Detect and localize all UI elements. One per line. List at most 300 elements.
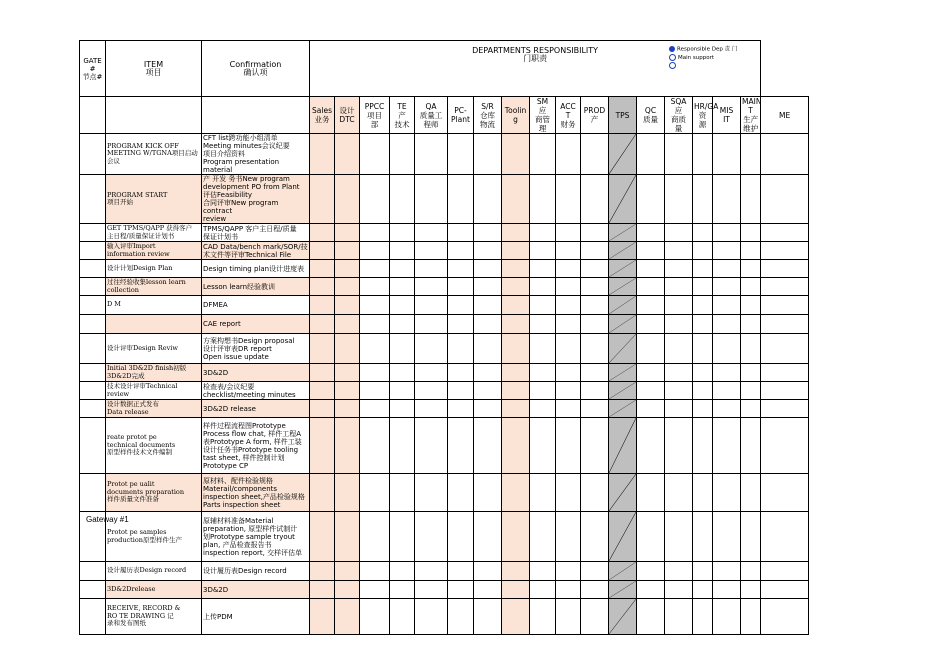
responsibility-cell[interactable] <box>360 581 390 599</box>
responsibility-cell[interactable] <box>609 278 637 296</box>
responsibility-cell[interactable] <box>474 334 502 364</box>
responsibility-cell[interactable] <box>415 474 448 512</box>
responsibility-cell[interactable] <box>609 175 637 224</box>
responsibility-cell[interactable] <box>502 599 530 635</box>
responsibility-cell[interactable] <box>415 512 448 562</box>
responsibility-cell[interactable] <box>713 278 741 296</box>
responsibility-cell[interactable] <box>335 296 360 315</box>
responsibility-cell[interactable] <box>665 474 693 512</box>
responsibility-cell[interactable] <box>556 134 581 175</box>
responsibility-cell[interactable] <box>502 382 530 400</box>
responsibility-cell[interactable] <box>761 134 809 175</box>
responsibility-cell[interactable] <box>741 382 761 400</box>
responsibility-cell[interactable] <box>693 334 713 364</box>
responsibility-cell[interactable] <box>665 382 693 400</box>
responsibility-cell[interactable] <box>637 400 665 418</box>
responsibility-cell[interactable] <box>693 296 713 315</box>
responsibility-cell[interactable] <box>556 562 581 581</box>
responsibility-cell[interactable] <box>415 315 448 334</box>
responsibility-cell[interactable] <box>637 512 665 562</box>
responsibility-cell[interactable] <box>665 296 693 315</box>
responsibility-cell[interactable] <box>581 278 609 296</box>
responsibility-cell[interactable] <box>637 224 665 242</box>
responsibility-cell[interactable] <box>761 315 809 334</box>
responsibility-cell[interactable] <box>665 242 693 260</box>
responsibility-cell[interactable] <box>502 260 530 278</box>
responsibility-cell[interactable] <box>335 512 360 562</box>
responsibility-cell[interactable] <box>556 599 581 635</box>
responsibility-cell[interactable] <box>665 334 693 364</box>
responsibility-cell[interactable] <box>360 562 390 581</box>
responsibility-cell[interactable] <box>474 296 502 315</box>
responsibility-cell[interactable] <box>502 278 530 296</box>
responsibility-cell[interactable] <box>360 382 390 400</box>
responsibility-cell[interactable] <box>415 334 448 364</box>
responsibility-cell[interactable] <box>713 474 741 512</box>
responsibility-cell[interactable] <box>502 581 530 599</box>
responsibility-cell[interactable] <box>474 512 502 562</box>
responsibility-cell[interactable] <box>530 474 556 512</box>
responsibility-cell[interactable] <box>474 260 502 278</box>
responsibility-cell[interactable] <box>360 512 390 562</box>
responsibility-cell[interactable] <box>609 512 637 562</box>
responsibility-cell[interactable] <box>581 474 609 512</box>
responsibility-cell[interactable] <box>741 418 761 474</box>
responsibility-cell[interactable] <box>335 581 360 599</box>
responsibility-cell[interactable] <box>581 260 609 278</box>
responsibility-cell[interactable] <box>390 242 415 260</box>
responsibility-cell[interactable] <box>609 134 637 175</box>
responsibility-cell[interactable] <box>556 315 581 334</box>
responsibility-cell[interactable] <box>360 242 390 260</box>
responsibility-cell[interactable] <box>713 175 741 224</box>
responsibility-cell[interactable] <box>741 334 761 364</box>
responsibility-cell[interactable] <box>581 512 609 562</box>
responsibility-cell[interactable] <box>474 562 502 581</box>
responsibility-cell[interactable] <box>761 334 809 364</box>
responsibility-cell[interactable] <box>637 260 665 278</box>
responsibility-cell[interactable] <box>761 278 809 296</box>
responsibility-cell[interactable] <box>741 400 761 418</box>
responsibility-cell[interactable] <box>713 334 741 364</box>
responsibility-cell[interactable] <box>581 134 609 175</box>
responsibility-cell[interactable] <box>448 315 474 334</box>
responsibility-cell[interactable] <box>713 224 741 242</box>
responsibility-cell[interactable] <box>556 364 581 382</box>
responsibility-cell[interactable] <box>335 242 360 260</box>
responsibility-cell[interactable] <box>741 260 761 278</box>
responsibility-cell[interactable] <box>474 474 502 512</box>
responsibility-cell[interactable] <box>693 224 713 242</box>
responsibility-cell[interactable] <box>741 278 761 296</box>
responsibility-cell[interactable] <box>530 315 556 334</box>
responsibility-cell[interactable] <box>761 296 809 315</box>
responsibility-cell[interactable] <box>713 315 741 334</box>
responsibility-cell[interactable] <box>556 334 581 364</box>
responsibility-cell[interactable] <box>556 296 581 315</box>
responsibility-cell[interactable] <box>448 512 474 562</box>
responsibility-cell[interactable] <box>741 175 761 224</box>
responsibility-cell[interactable] <box>390 296 415 315</box>
responsibility-cell[interactable] <box>530 400 556 418</box>
responsibility-cell[interactable] <box>390 400 415 418</box>
responsibility-cell[interactable] <box>310 315 335 334</box>
responsibility-cell[interactable] <box>474 175 502 224</box>
responsibility-cell[interactable] <box>448 296 474 315</box>
responsibility-cell[interactable] <box>609 474 637 512</box>
responsibility-cell[interactable] <box>502 175 530 224</box>
responsibility-cell[interactable] <box>335 334 360 364</box>
responsibility-cell[interactable] <box>310 512 335 562</box>
responsibility-cell[interactable] <box>713 382 741 400</box>
responsibility-cell[interactable] <box>502 364 530 382</box>
responsibility-cell[interactable] <box>502 400 530 418</box>
responsibility-cell[interactable] <box>335 224 360 242</box>
responsibility-cell[interactable] <box>530 581 556 599</box>
responsibility-cell[interactable] <box>502 134 530 175</box>
responsibility-cell[interactable] <box>713 364 741 382</box>
responsibility-cell[interactable] <box>665 315 693 334</box>
responsibility-cell[interactable] <box>713 418 741 474</box>
responsibility-cell[interactable] <box>637 278 665 296</box>
responsibility-cell[interactable] <box>581 242 609 260</box>
responsibility-cell[interactable] <box>693 474 713 512</box>
responsibility-cell[interactable] <box>609 418 637 474</box>
responsibility-cell[interactable] <box>741 474 761 512</box>
responsibility-cell[interactable] <box>609 581 637 599</box>
responsibility-cell[interactable] <box>415 134 448 175</box>
responsibility-cell[interactable] <box>693 175 713 224</box>
responsibility-cell[interactable] <box>637 334 665 364</box>
responsibility-cell[interactable] <box>556 224 581 242</box>
responsibility-cell[interactable] <box>390 315 415 334</box>
responsibility-cell[interactable] <box>693 278 713 296</box>
responsibility-cell[interactable] <box>448 175 474 224</box>
responsibility-cell[interactable] <box>693 581 713 599</box>
responsibility-cell[interactable] <box>310 418 335 474</box>
responsibility-cell[interactable] <box>713 400 741 418</box>
responsibility-cell[interactable] <box>761 418 809 474</box>
responsibility-cell[interactable] <box>530 260 556 278</box>
responsibility-cell[interactable] <box>310 474 335 512</box>
responsibility-cell[interactable] <box>713 260 741 278</box>
responsibility-cell[interactable] <box>741 562 761 581</box>
responsibility-cell[interactable] <box>637 315 665 334</box>
responsibility-cell[interactable] <box>310 242 335 260</box>
responsibility-cell[interactable] <box>665 581 693 599</box>
responsibility-cell[interactable] <box>761 400 809 418</box>
responsibility-cell[interactable] <box>741 364 761 382</box>
responsibility-cell[interactable] <box>665 418 693 474</box>
responsibility-cell[interactable] <box>310 599 335 635</box>
responsibility-cell[interactable] <box>609 334 637 364</box>
responsibility-cell[interactable] <box>390 512 415 562</box>
responsibility-cell[interactable] <box>556 175 581 224</box>
responsibility-cell[interactable] <box>530 418 556 474</box>
responsibility-cell[interactable] <box>609 599 637 635</box>
responsibility-cell[interactable] <box>665 134 693 175</box>
responsibility-cell[interactable] <box>530 562 556 581</box>
responsibility-cell[interactable] <box>390 334 415 364</box>
responsibility-cell[interactable] <box>360 315 390 334</box>
responsibility-cell[interactable] <box>693 364 713 382</box>
responsibility-cell[interactable] <box>502 242 530 260</box>
responsibility-cell[interactable] <box>609 382 637 400</box>
responsibility-cell[interactable] <box>415 562 448 581</box>
responsibility-cell[interactable] <box>556 474 581 512</box>
responsibility-cell[interactable] <box>637 562 665 581</box>
responsibility-cell[interactable] <box>448 418 474 474</box>
responsibility-cell[interactable] <box>741 242 761 260</box>
responsibility-cell[interactable] <box>448 599 474 635</box>
responsibility-cell[interactable] <box>581 382 609 400</box>
responsibility-cell[interactable] <box>761 382 809 400</box>
responsibility-cell[interactable] <box>693 418 713 474</box>
responsibility-cell[interactable] <box>665 224 693 242</box>
responsibility-cell[interactable] <box>741 134 761 175</box>
responsibility-cell[interactable] <box>360 334 390 364</box>
responsibility-cell[interactable] <box>448 364 474 382</box>
responsibility-cell[interactable] <box>360 296 390 315</box>
responsibility-cell[interactable] <box>335 599 360 635</box>
responsibility-cell[interactable] <box>693 512 713 562</box>
responsibility-cell[interactable] <box>474 134 502 175</box>
responsibility-cell[interactable] <box>390 364 415 382</box>
responsibility-cell[interactable] <box>474 315 502 334</box>
responsibility-cell[interactable] <box>556 278 581 296</box>
responsibility-cell[interactable] <box>665 562 693 581</box>
responsibility-cell[interactable] <box>335 474 360 512</box>
responsibility-cell[interactable] <box>637 175 665 224</box>
responsibility-cell[interactable] <box>310 364 335 382</box>
responsibility-cell[interactable] <box>741 599 761 635</box>
responsibility-cell[interactable] <box>474 278 502 296</box>
responsibility-cell[interactable] <box>556 400 581 418</box>
responsibility-cell[interactable] <box>360 278 390 296</box>
responsibility-cell[interactable] <box>360 599 390 635</box>
responsibility-cell[interactable] <box>581 175 609 224</box>
responsibility-cell[interactable] <box>713 599 741 635</box>
responsibility-cell[interactable] <box>448 278 474 296</box>
responsibility-cell[interactable] <box>415 242 448 260</box>
responsibility-cell[interactable] <box>665 364 693 382</box>
responsibility-cell[interactable] <box>581 599 609 635</box>
responsibility-cell[interactable] <box>637 134 665 175</box>
responsibility-cell[interactable] <box>360 418 390 474</box>
responsibility-cell[interactable] <box>530 278 556 296</box>
responsibility-cell[interactable] <box>609 400 637 418</box>
responsibility-cell[interactable] <box>474 599 502 635</box>
responsibility-cell[interactable] <box>335 400 360 418</box>
responsibility-cell[interactable] <box>335 260 360 278</box>
responsibility-cell[interactable] <box>310 134 335 175</box>
responsibility-cell[interactable] <box>761 224 809 242</box>
responsibility-cell[interactable] <box>448 224 474 242</box>
responsibility-cell[interactable] <box>693 599 713 635</box>
responsibility-cell[interactable] <box>310 334 335 364</box>
responsibility-cell[interactable] <box>609 260 637 278</box>
responsibility-cell[interactable] <box>741 296 761 315</box>
responsibility-cell[interactable] <box>448 400 474 418</box>
responsibility-cell[interactable] <box>335 134 360 175</box>
responsibility-cell[interactable] <box>741 512 761 562</box>
responsibility-cell[interactable] <box>637 296 665 315</box>
responsibility-cell[interactable] <box>693 562 713 581</box>
responsibility-cell[interactable] <box>474 418 502 474</box>
responsibility-cell[interactable] <box>390 175 415 224</box>
responsibility-cell[interactable] <box>761 260 809 278</box>
responsibility-cell[interactable] <box>665 175 693 224</box>
responsibility-cell[interactable] <box>310 175 335 224</box>
responsibility-cell[interactable] <box>713 562 741 581</box>
responsibility-cell[interactable] <box>448 382 474 400</box>
responsibility-cell[interactable] <box>761 562 809 581</box>
responsibility-cell[interactable] <box>761 175 809 224</box>
responsibility-cell[interactable] <box>415 260 448 278</box>
responsibility-cell[interactable] <box>581 364 609 382</box>
responsibility-cell[interactable] <box>415 599 448 635</box>
responsibility-cell[interactable] <box>310 224 335 242</box>
responsibility-cell[interactable] <box>581 224 609 242</box>
responsibility-cell[interactable] <box>713 581 741 599</box>
responsibility-cell[interactable] <box>637 474 665 512</box>
responsibility-cell[interactable] <box>502 334 530 364</box>
responsibility-cell[interactable] <box>581 400 609 418</box>
responsibility-cell[interactable] <box>474 242 502 260</box>
responsibility-cell[interactable] <box>713 134 741 175</box>
responsibility-cell[interactable] <box>693 134 713 175</box>
responsibility-cell[interactable] <box>335 364 360 382</box>
responsibility-cell[interactable] <box>637 382 665 400</box>
responsibility-cell[interactable] <box>530 364 556 382</box>
responsibility-cell[interactable] <box>335 382 360 400</box>
responsibility-cell[interactable] <box>502 224 530 242</box>
responsibility-cell[interactable] <box>415 382 448 400</box>
responsibility-cell[interactable] <box>390 418 415 474</box>
responsibility-cell[interactable] <box>761 364 809 382</box>
responsibility-cell[interactable] <box>390 224 415 242</box>
responsibility-cell[interactable] <box>415 364 448 382</box>
responsibility-cell[interactable] <box>761 474 809 512</box>
responsibility-cell[interactable] <box>360 224 390 242</box>
responsibility-cell[interactable] <box>530 134 556 175</box>
responsibility-cell[interactable] <box>556 242 581 260</box>
responsibility-cell[interactable] <box>609 242 637 260</box>
responsibility-cell[interactable] <box>335 278 360 296</box>
responsibility-cell[interactable] <box>415 418 448 474</box>
responsibility-cell[interactable] <box>609 224 637 242</box>
responsibility-cell[interactable] <box>637 581 665 599</box>
responsibility-cell[interactable] <box>530 334 556 364</box>
responsibility-cell[interactable] <box>581 418 609 474</box>
responsibility-cell[interactable] <box>448 581 474 599</box>
responsibility-cell[interactable] <box>665 400 693 418</box>
responsibility-cell[interactable] <box>502 562 530 581</box>
responsibility-cell[interactable] <box>360 474 390 512</box>
responsibility-cell[interactable] <box>474 364 502 382</box>
responsibility-cell[interactable] <box>693 315 713 334</box>
responsibility-cell[interactable] <box>448 334 474 364</box>
responsibility-cell[interactable] <box>530 599 556 635</box>
responsibility-cell[interactable] <box>502 474 530 512</box>
responsibility-cell[interactable] <box>415 400 448 418</box>
responsibility-cell[interactable] <box>609 296 637 315</box>
responsibility-cell[interactable] <box>474 224 502 242</box>
responsibility-cell[interactable] <box>556 382 581 400</box>
responsibility-cell[interactable] <box>335 315 360 334</box>
responsibility-cell[interactable] <box>637 418 665 474</box>
responsibility-cell[interactable] <box>415 581 448 599</box>
responsibility-cell[interactable] <box>693 382 713 400</box>
responsibility-cell[interactable] <box>530 382 556 400</box>
responsibility-cell[interactable] <box>448 260 474 278</box>
responsibility-cell[interactable] <box>556 581 581 599</box>
responsibility-cell[interactable] <box>502 315 530 334</box>
responsibility-cell[interactable] <box>741 581 761 599</box>
responsibility-cell[interactable] <box>310 382 335 400</box>
responsibility-cell[interactable] <box>390 474 415 512</box>
responsibility-cell[interactable] <box>390 134 415 175</box>
responsibility-cell[interactable] <box>609 364 637 382</box>
responsibility-cell[interactable] <box>693 400 713 418</box>
responsibility-cell[interactable] <box>581 315 609 334</box>
responsibility-cell[interactable] <box>665 260 693 278</box>
responsibility-cell[interactable] <box>474 382 502 400</box>
responsibility-cell[interactable] <box>761 581 809 599</box>
responsibility-cell[interactable] <box>556 260 581 278</box>
responsibility-cell[interactable] <box>530 296 556 315</box>
responsibility-cell[interactable] <box>556 512 581 562</box>
responsibility-cell[interactable] <box>448 562 474 581</box>
responsibility-cell[interactable] <box>609 315 637 334</box>
responsibility-cell[interactable] <box>761 242 809 260</box>
responsibility-cell[interactable] <box>448 134 474 175</box>
responsibility-cell[interactable] <box>390 581 415 599</box>
responsibility-cell[interactable] <box>665 599 693 635</box>
responsibility-cell[interactable] <box>310 296 335 315</box>
responsibility-cell[interactable] <box>415 296 448 315</box>
responsibility-cell[interactable] <box>310 260 335 278</box>
responsibility-cell[interactable] <box>474 400 502 418</box>
responsibility-cell[interactable] <box>360 175 390 224</box>
responsibility-cell[interactable] <box>335 175 360 224</box>
responsibility-cell[interactable] <box>530 175 556 224</box>
responsibility-cell[interactable] <box>581 296 609 315</box>
responsibility-cell[interactable] <box>693 242 713 260</box>
responsibility-cell[interactable] <box>360 400 390 418</box>
responsibility-cell[interactable] <box>390 382 415 400</box>
responsibility-cell[interactable] <box>761 512 809 562</box>
responsibility-cell[interactable] <box>741 224 761 242</box>
responsibility-cell[interactable] <box>390 260 415 278</box>
responsibility-cell[interactable] <box>390 562 415 581</box>
responsibility-cell[interactable] <box>637 364 665 382</box>
responsibility-cell[interactable] <box>390 278 415 296</box>
responsibility-cell[interactable] <box>390 599 415 635</box>
responsibility-cell[interactable] <box>581 334 609 364</box>
responsibility-cell[interactable] <box>360 260 390 278</box>
responsibility-cell[interactable] <box>310 278 335 296</box>
responsibility-cell[interactable] <box>713 512 741 562</box>
responsibility-cell[interactable] <box>502 296 530 315</box>
responsibility-cell[interactable] <box>448 474 474 512</box>
responsibility-cell[interactable] <box>310 400 335 418</box>
responsibility-cell[interactable] <box>360 134 390 175</box>
responsibility-cell[interactable] <box>310 562 335 581</box>
responsibility-cell[interactable] <box>530 242 556 260</box>
responsibility-cell[interactable] <box>474 581 502 599</box>
responsibility-cell[interactable] <box>415 224 448 242</box>
